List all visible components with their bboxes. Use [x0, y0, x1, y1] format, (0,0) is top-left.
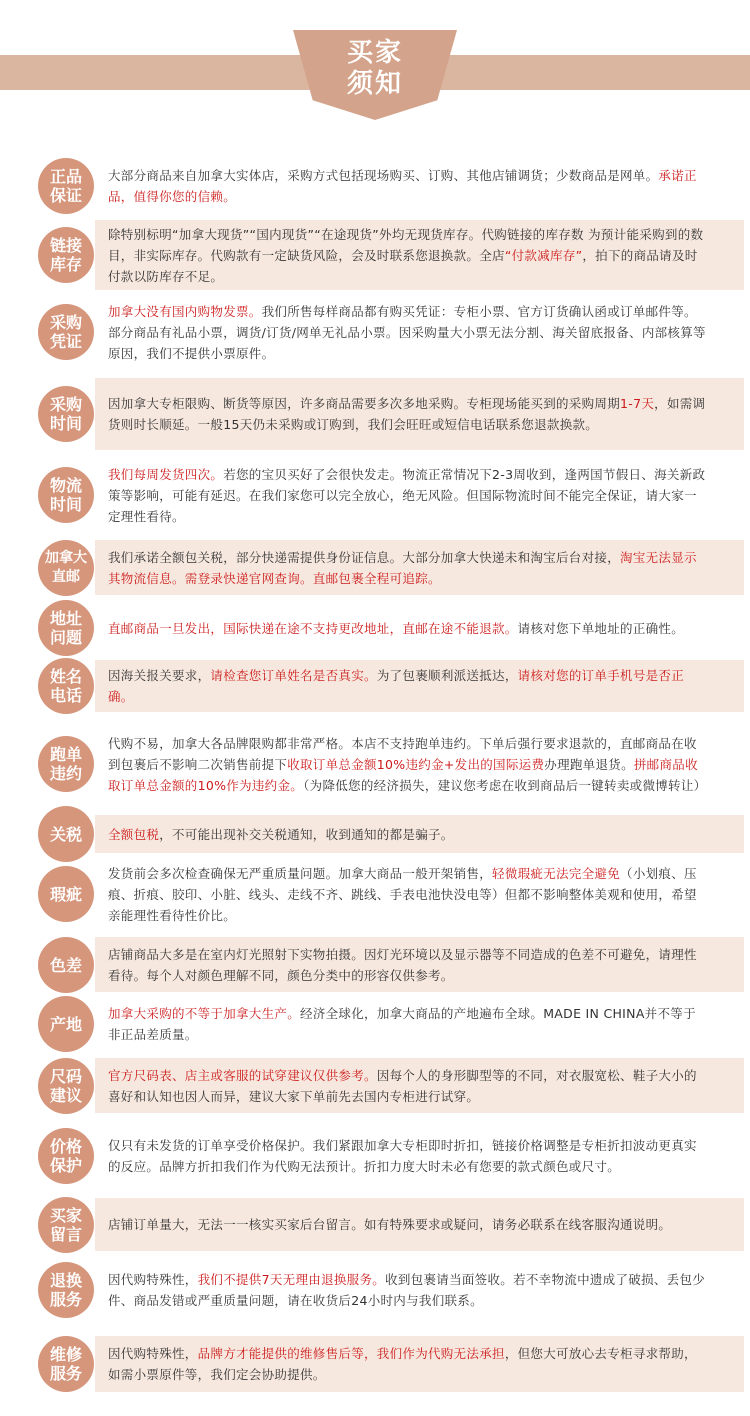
highlight-text: 加拿大采购的不等于加拿大生产。	[108, 1006, 301, 1021]
notice-row	[0, 158, 750, 213]
badge-label-line2: 留言	[49, 1225, 82, 1244]
body-text: 经济全球化，加拿大商品的产地遍布全球。MADE IN CHINA并不等于非正品差质量。	[108, 1006, 696, 1042]
section-badge	[38, 806, 94, 862]
body-text: 除特别标明“加拿大现货”“国内现货”“在途现货”外均无现货库存。代购链接的库存数 为预计能采购到的数目，非实际库存。代购款有一定缺货风险，会及时联系您退换款。全店	[108, 227, 704, 263]
section-badge	[38, 736, 94, 792]
highlight-text: 拼邮商品收取订单总金额的10%作为违约金。	[108, 757, 698, 793]
highlight-text: 我们不提供7天无理由退换服务。	[197, 1272, 386, 1287]
notice-row	[0, 1120, 750, 1192]
section-badge	[38, 937, 94, 993]
highlight-text: 1-7天	[620, 396, 655, 411]
badge-label-line2: 保护	[49, 1156, 82, 1175]
badge-label-line1: 采购	[49, 395, 82, 414]
body-text: 大部分商品来自加拿大实体店，采购方式包括现场购买、订购、其他店铺调货；少数商品是网单。	[108, 168, 659, 183]
section-badge	[38, 386, 94, 442]
body-text: 店铺商品大多是在室内灯光照射下实物拍摄。因灯光环境以及显示器等不同造成的色差不可避免，请理性看待。每个人对颜色理解不同，颜色分类中的形容仅供参考。	[108, 947, 697, 983]
badge-label-line2: 电话	[49, 686, 82, 705]
section-text	[108, 944, 708, 986]
section-text	[108, 547, 708, 589]
section-text	[108, 1343, 708, 1385]
notice-row	[0, 602, 750, 654]
badge-label-line1: 色差	[49, 955, 82, 975]
badge-label-line1: 姓名	[49, 667, 82, 686]
badge-label-line1: 正品	[49, 167, 82, 186]
section-text	[108, 165, 708, 207]
badge-label-line2: 保证	[49, 186, 82, 205]
section-text	[108, 224, 708, 287]
badge-label-line2: 时间	[49, 414, 82, 433]
section-text	[108, 1269, 708, 1311]
body-text: 办理跑单退货。	[544, 757, 634, 772]
body-text: 若您的宝贝买好了会很快发走。物流正常情况下2-3周收到，逢两国节假日、海关新政策等影响，可能有延迟。在我们家您可以完全放心，绝无风险。但国际物流时间不能完全保证，请大家一定理性看待。	[108, 467, 706, 524]
highlight-text: 轻微瑕疵无法完全避免	[492, 866, 621, 881]
body-text: 因海关报关要求，	[108, 668, 211, 683]
section-badge	[38, 996, 94, 1052]
highlight-text: 直邮商品一旦发出，国际快递在途不支持更改地址，直邮在途不能退款。	[108, 621, 518, 636]
page-title	[293, 38, 457, 100]
highlight-text: 官方尺码表、店主或客服的试穿建议仅供参考。	[108, 1068, 377, 1083]
body-text: ，如需调货则时长顺延。一般15天仍未采购或订购到，我们会旺旺或短信电话联系您退款换款。	[108, 396, 706, 432]
badge-label-line1: 地址	[49, 609, 82, 628]
highlight-text: “付款减库存”	[504, 248, 583, 263]
page-title-line2: 须知	[346, 69, 403, 99]
body-text: 因代购特殊性，	[108, 1346, 198, 1361]
section-badge	[38, 540, 94, 596]
notice-row	[0, 815, 750, 853]
section-text	[108, 863, 708, 926]
badge-label-line1: 价格	[49, 1137, 82, 1156]
section-badge	[38, 866, 94, 922]
badge-label-line2: 问题	[49, 628, 82, 647]
body-text: 我们承诺全额包关税，部分快递需提供身份证信息。大部分加拿大快递未和淘宝后台对接，	[108, 550, 621, 565]
section-badge	[38, 1128, 94, 1184]
section-badge	[38, 600, 94, 656]
notice-row	[0, 660, 750, 712]
section-text	[108, 733, 708, 796]
section-badge	[38, 1262, 94, 1318]
highlight-text: 淘宝无法显示其物流信息。需登录快递官网查询。直邮包裹全程可追踪。	[108, 550, 697, 586]
body-text: ，但您大可放心去专柜寻求帮助，如需小票原件等，我们定会协助提供。	[108, 1346, 697, 1382]
section-badge	[38, 658, 94, 714]
highlight-text: 收取订单总金额10%违约金+发出的国际运费	[287, 757, 545, 772]
badge-label-line2: 凭证	[49, 332, 82, 351]
badge-label-line1: 维修	[49, 1345, 82, 1364]
badge-label-line1: 产地	[49, 1014, 82, 1034]
notice-row	[0, 378, 750, 450]
body-text: 发货前会多次检查确保无严重质量问题。加拿大商品一般开架销售，	[108, 866, 493, 881]
section-text	[108, 1003, 708, 1045]
body-text: 代购不易，加拿大各品牌限购都非常严格。本店不支持跑单违约。下单后强行要求退款的，直邮商品在收到包裹后不影响二次销售前提下	[108, 736, 697, 772]
body-text: ，不可能出现补交关税通知，收到通知的都是骗子。	[159, 827, 454, 842]
page-title-line1: 买家	[346, 38, 403, 68]
body-text: 因每个人的身形脚型等的不同，对衣服宽松、鞋子大小的喜好和认知也因人而异，建议大家下单前先去国内专柜进行试穿。	[108, 1068, 697, 1104]
badge-label-line1: 尺码	[49, 1067, 82, 1086]
badge-label-line1: 瑕疵	[49, 884, 82, 904]
section-badge	[38, 1336, 94, 1392]
notice-row	[0, 998, 750, 1050]
body-text: 店铺订单量大，无法一一核实买家后台留言。如有特殊要求或疑问，请务必联系在线客服沟通说明。	[108, 1217, 672, 1232]
badge-label-line1: 采购	[49, 313, 82, 332]
highlight-text: 全额包税	[108, 827, 160, 842]
section-text	[108, 1065, 708, 1107]
section-text	[108, 393, 708, 435]
body-text: 因代购特殊性，	[108, 1272, 198, 1287]
section-text	[108, 665, 708, 707]
section-text	[108, 301, 708, 364]
notice-row	[0, 1262, 750, 1317]
body-text: （为降低您的经济损失，建议您考虑在收到商品后一键转卖或微博转让）	[303, 778, 707, 793]
body-text: 因加拿大专柜限购、断货等原因，许多商品需要多次多地采购。专柜现场能买到的采购周期	[108, 396, 621, 411]
body-text: ，拍下的商品请及时付款以防库存不足。	[108, 248, 698, 284]
body-text: 收到包裹请当面签收。若不幸物流中遗成了破损、丢包少件、商品发错或严重质量问题，请在收货后24小时内与我们联系。	[108, 1272, 706, 1308]
section-badge	[38, 467, 94, 523]
section-badge	[38, 227, 94, 283]
highlight-text: 请检查您订单姓名是否真实。	[210, 668, 377, 683]
section-text	[108, 464, 708, 527]
section-badge	[38, 1197, 94, 1253]
highlight-text: 品牌方才能提供的维修售后等，我们作为代购无法承担	[197, 1346, 505, 1361]
notice-row	[0, 1336, 750, 1392]
notice-row	[0, 1058, 750, 1113]
section-text	[108, 1135, 708, 1177]
badge-label-line1: 买家	[49, 1206, 82, 1225]
badge-label-line1: 跑单	[49, 745, 82, 764]
badge-label-line2: 服务	[49, 1364, 82, 1383]
section-badge	[38, 158, 94, 214]
badge-label-line1: 链接	[49, 236, 82, 255]
badge-label-line2: 直邮	[52, 569, 80, 585]
badge-label-line2: 建议	[49, 1086, 82, 1105]
badge-label-line2: 服务	[49, 1290, 82, 1309]
body-text: 我们所售每样商品都有购买凭证：专柜小票、官方订货确认函或订单邮件等。部分商品有礼品小票，调货/订货/网单无礼品小票。因采购量大小票无法分割、海关留底报备、内部核算等原因，我们不提供小票原件。	[108, 304, 706, 361]
badge-label-line1: 物流	[49, 476, 82, 495]
notice-row	[0, 540, 750, 595]
body-text: 请核对您下单地址的正确性。	[517, 621, 685, 636]
highlight-text: 承诺正品，值得你您的信赖。	[108, 168, 697, 204]
section-text	[108, 824, 708, 845]
notice-row	[0, 296, 750, 368]
badge-label-line2: 时间	[49, 495, 82, 514]
notice-row	[0, 858, 750, 930]
highlight-text: 我们每周发货四次。	[108, 467, 224, 482]
badge-label-line2: 违约	[49, 764, 82, 783]
section-badge	[38, 304, 94, 360]
section-text	[108, 1214, 708, 1235]
body-text: 仅只有未发货的订单享受价格保护。我们紧跟加拿大专柜即时折扣，链接价格调整是专柜折扣波动更真实的反应。品牌方折扣我们作为代购无法预计。折扣力度大时未必有您要的款式颜色或尺寸。	[108, 1138, 697, 1174]
badge-label-line1: 关税	[49, 824, 82, 844]
notice-row	[0, 1198, 750, 1251]
notice-row	[0, 718, 750, 810]
badge-label-line1: 加拿大	[45, 550, 87, 566]
notice-row	[0, 459, 750, 531]
notice-row	[0, 937, 750, 992]
body-text: （小划痕、压痕、折痕、胶印、小脏、线头、走线不齐、跳线、手表电池快没电等）但都不影响整体美观和使用，希望亲能理性看待性价比。	[108, 866, 697, 923]
highlight-text: 加拿大没有国内购物发票。	[108, 304, 262, 319]
body-text: 为了包裹顺利派送抵达，	[376, 668, 518, 683]
notice-row	[0, 220, 750, 290]
highlight-text: 请核对您的订单手机号是否正确。	[108, 668, 685, 704]
badge-label-line1: 退换	[49, 1271, 82, 1290]
badge-label-line2: 库存	[49, 255, 82, 274]
section-badge	[38, 1058, 94, 1114]
section-text	[108, 618, 708, 639]
